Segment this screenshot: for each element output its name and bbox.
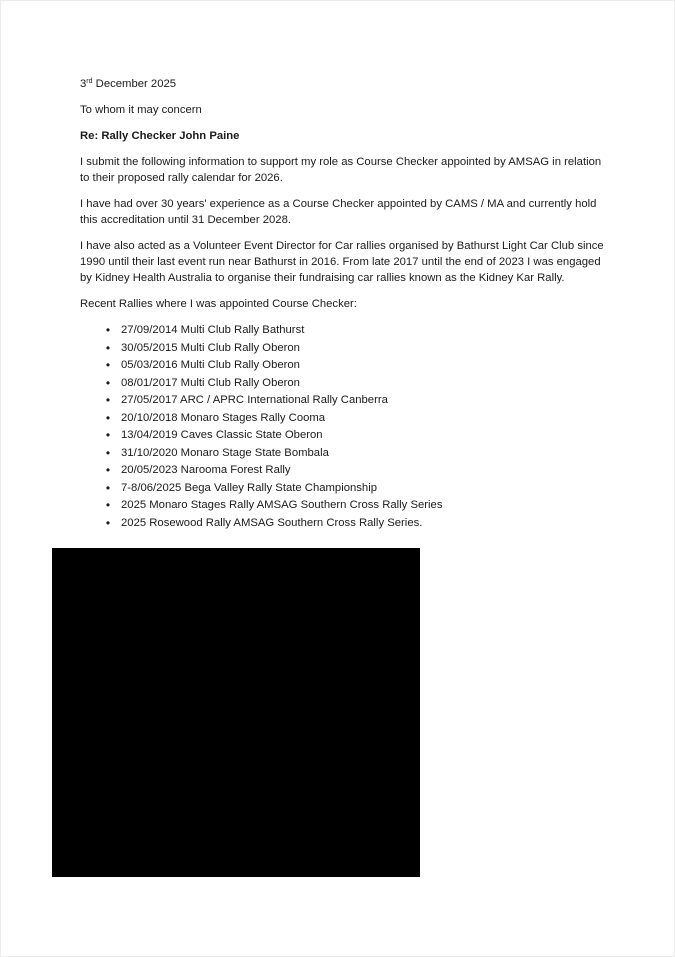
rally-list-intro: Recent Rallies where I was appointed Course Checker: xyxy=(80,298,357,310)
bullet-icon: • xyxy=(105,463,111,477)
list-item xyxy=(80,322,610,340)
list-item xyxy=(80,427,610,445)
rally-entry: 2025 Rosewood Rally AMSAG Southern Cross Rally Series. xyxy=(121,516,423,529)
rally-entry: 08/01/2017 Multi Club Rally Oberon xyxy=(121,376,300,389)
redaction-block xyxy=(52,548,420,877)
date-month-year: December 2025 xyxy=(92,78,177,90)
letter-date xyxy=(80,76,610,92)
list-item xyxy=(80,340,610,358)
date-ordinal-suffix: rd xyxy=(86,78,93,85)
list-item xyxy=(80,410,610,428)
rally-entry: 30/05/2015 Multi Club Rally Oberon xyxy=(121,341,300,354)
rally-entry: 2025 Monaro Stages Rally AMSAG Southern Cross Rally Series xyxy=(121,499,443,511)
bullet-icon: • xyxy=(105,480,111,495)
rally-entry: 31/10/2020 Monaro Stage State Bombala xyxy=(121,446,329,459)
bullet-icon: • xyxy=(105,498,111,512)
rally-entry: 05/03/2016 Multi Club Rally Oberon xyxy=(121,359,300,371)
bullet-icon: • xyxy=(105,445,111,460)
rally-entry: 7-8/06/2025 Bega Valley Rally State Championship xyxy=(121,481,378,494)
bullet-icon: • xyxy=(105,410,111,425)
date-day: 3 xyxy=(80,78,87,90)
list-item xyxy=(80,497,610,515)
rally-entry: 20/10/2018 Monaro Stages Rally Cooma xyxy=(121,411,326,424)
list-item xyxy=(80,445,610,463)
list-item xyxy=(80,462,610,480)
paragraph-role: I submit the following information to support my role as Course Checker appointed by AMSAG in relation to their proposed rally calendar for 2026. xyxy=(80,156,602,184)
subject-line: Re: Rally Checker John Paine xyxy=(80,130,240,142)
rally-entry: 27/05/2017 ARC / APRC International Rally Canberra xyxy=(121,394,388,406)
rally-entry: 13/04/2019 Caves Classic State Oberon xyxy=(121,429,323,441)
bullet-icon: • xyxy=(105,428,111,442)
rally-list xyxy=(80,322,610,532)
list-item xyxy=(80,515,610,533)
paragraph-experience: I have had over 30 years' experience as a Course Checker appointed by CAMS / MA and currently hold this accreditation until 31 December 2028. xyxy=(80,198,597,226)
paragraph-history: I have also acted as a Volunteer Event Director for Car rallies organised by Bathurst Light Car Club since 1990 until their last event run near Bathurst in 2016. From late 2017 until the end of 2023 I was engaged by Kidney Health Australia to organise their fundraising car rallies known as the Kidney Kar Rally. xyxy=(80,240,604,284)
list-item xyxy=(80,357,610,375)
letter-body xyxy=(80,76,610,532)
list-item xyxy=(80,392,610,410)
list-item xyxy=(80,375,610,393)
bullet-icon: • xyxy=(105,393,111,407)
list-item xyxy=(80,480,610,498)
bullet-icon: • xyxy=(105,340,111,355)
bullet-icon: • xyxy=(105,358,111,372)
salutation: To whom it may concern xyxy=(80,104,202,116)
rally-entry: 27/09/2014 Multi Club Rally Bathurst xyxy=(121,324,305,336)
bullet-icon: • xyxy=(105,515,111,530)
bullet-icon: • xyxy=(105,375,111,390)
rally-entry: 20/05/2023 Narooma Forest Rally xyxy=(121,464,291,476)
bullet-icon: • xyxy=(105,323,111,337)
